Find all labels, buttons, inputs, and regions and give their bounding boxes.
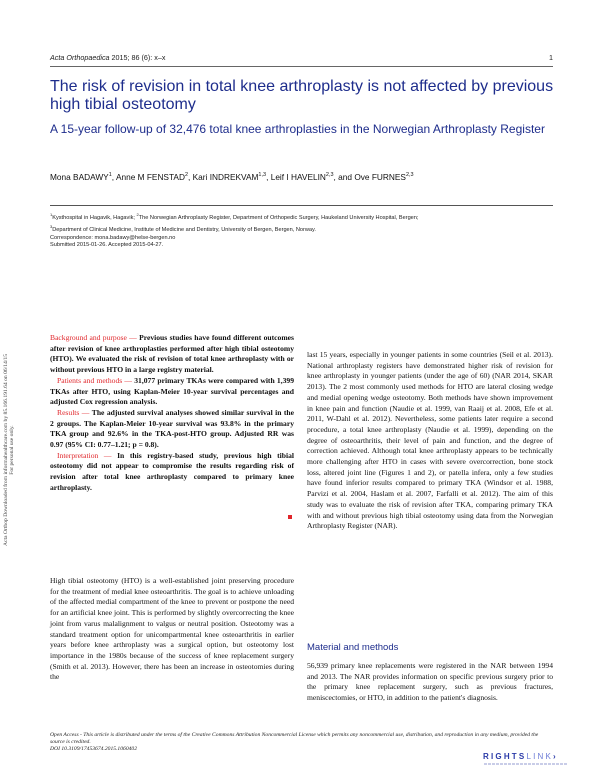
correspondence: Correspondence: mona.badawy@helse-bergen.no [50,234,176,241]
article-title: The risk of revision in total knee arthroplasty is not affected by previous high tibial osteotomy [50,78,554,113]
submission-dates: Submitted 2015-01-26. Accepted 2015-04-27. [50,242,164,249]
affiliation-2: The Norwegian Arthroplasty Register, Department of Orthopedic Surgery, Haukeland University Hospital, Bergen; [138,214,419,221]
page-number: 1 [549,53,553,62]
affiliation-3: Department of Clinical Medicine, Institute of Medicine and Dentistry, University of Bergen, Bergen, Norway. [52,226,316,233]
download-watermark [3,300,16,600]
article-subtitle: A 15-year follow-up of 32,476 total knee arthroplasties in the Norwegian Arthroplasty Register [50,122,545,136]
footer [50,732,550,754]
running-head [50,53,553,67]
abstract-label-background: Background and purpose — [50,333,140,342]
rightslink-arrow-icon: › [553,752,558,761]
author-name: Kari INDREKVAM [192,172,259,182]
abstract-label-interpretation: Interpretation — [57,450,118,460]
methods-paragraph: 56,939 primary knee replacements were registered in the NAR between 1994 and 2013. The NAR provides information on specific previous surgery prior to the primary knee replacement surgery, such as previous fractures, meniscectomies, or HTO, in addition to the patient's diagnosis. [307,661,553,703]
author-affiliation: 2 [184,172,189,179]
rightslink-logo[interactable] [483,752,558,761]
author-name: Ove FURNES [354,172,406,182]
author-affiliation: 2,3 [405,172,414,179]
abstract-methods: 31,077 primary TKAs were compared with 1,399 TKAs after HTO, using Kaplan-Meier 10-year survival percentages and adjusted Cox regression analysis. [50,375,294,407]
watermark-line-2: For personal use only. [9,425,16,475]
doi[interactable]: DOI 10.3109/17453674.2015.1060402 [50,746,138,753]
intro-paragraph: High tibial osteotomy (HTO) is a well-established joint preserving procedure for the treatment of medial knee osteoarthritis. The goal is to achieve unloading of the affected medial compartment of the knee to prevent or postpone the need for an artificial knee joint. This is performed by slightly overcorrecting the knee joint from varus malalignment to valgus or neutral position. Osteotomy was a standard treatment option for unicompartmental knee osteoarthritis in earlier years before knee arthroplasty was a surgical option, but osteotomy lost importance in the 1980s because of the success of knee replacement surgery (Smith et al. 2013). However, there has been an increase in osteotomies during the [50,576,294,682]
abstract-interpretation: In this registry-based study, previous high tibial osteotomy did not appear to compromise the results regarding risk of revision after total knee arthroplasty compared to primary knee arthroplasty. [50,450,294,492]
journal-name: Acta Orthopaedica [50,53,110,62]
abstract-results: The adjusted survival analyses showed similar survival in the 2 groups. The Kaplan-Meier 10-year survival was 93.8% in the primary TKA group and 92.6% in the TKA-post-HTO group. Adjusted RR was 0.97 (95% CI: 0.77–1.21; p = 0.8). [50,407,294,450]
abstract-background: Previous studies have found different outcomes after revision of knee arthroplasties performed after high tibial osteotomy (HTO). We evaluated the risk of revision of total knee arthroplasty with or without previous HTO in a large registry material. [50,333,294,375]
author-affiliation: 1 [108,172,112,179]
rightslink-tagline [484,763,568,765]
author-affiliation: 2,3 [325,172,334,179]
watermark-line-1: Acta Orthop Downloaded from informahealthcare.com by 85.166.191.64 on 06/14/15 [3,354,9,547]
abstract-label-methods: Patients and methods — [57,375,135,385]
citation: 2015; 86 (6): x–x [109,53,166,62]
author-name: Anne M FENSTAD [115,172,185,182]
right-column-text [307,350,553,532]
affiliations: $^1$Kysthospital in Hagavik, Hagavik; $^2$The Norwegian Arthroplasty Register, Department of Orthopedic Surgery, Haukeland University Hospital, Bergen; $^3$Department of Clinical Medicine, Institute of Medicine and Dentistry, University of Bergen, Bergen, Norway. Correspondence: mona.badawy@helse-bergen.no Submitted 2015-01-26. Accepted 2015-04-27. [50,205,553,250]
author-affiliation: 1,3 [258,172,267,179]
author-name: Mona BADAWY [50,172,109,182]
section-heading-methods: Material and methods [307,642,399,653]
methods-text [307,661,553,704]
end-of-abstract-square-icon [288,515,292,519]
author-list: Mona BADAWY$^1$, Anne M FENSTAD$^2$, Kari INDREKVAM$^{1,3}$, Leif I HAVELIN$^{2,3}$, and Ove FURNES$^{2,3}$ [50,172,414,182]
abstract [50,333,294,494]
intro-continued-paragraph: last 15 years, especially in younger patients in some countries (Seil et al. 2013). National arthroplasty registers have demonstrated higher risk of revision for knee arthroplasty in younger patients (under the age of 60) (NAR 2014, SKAR 2013). The 2 most commonly used methods for HTO are lateral closing wedge and medial opening wedge osteotomy. Both methods have shown improvement in knee pain and function (Naudie et al. 1999, van Raaij et al. 2008, Efe et al. 2011, W-Dahl et al. 2012). Nevertheless, some patients later require a second procedure, a total knee arthroplasty (Naudie et al. 1999), depending on the degree of osteoarthritis, their level of pain and function, and the degree of correction achieved. Although total knee arthroplasty appears to be technically more challenging after HTO in cases with severe overcorrection, bone stock loss, altered joint line (Figures 1 and 2), or patella infera, only a few studies have found inferior results compared to primary TKA (Windsor et al. 1988, Parvizi et al. 2004, Haslam et al. 2007, Farfalli et al. 2012). The aim of this study was to evaluate the risk of revision after TKA, comparing primary TKA with and without previous high tibial osteotomy using data from the Norwegian Arthroplasty Register (NAR). [307,350,553,531]
author-name: Leif I HAVELIN [270,172,326,182]
license-text: Open Access - This article is distributed under the terms of the Creative Commons Attribution Noncommercial License which permits any noncommercial use, distribution, and reproduction in any medium, provided the source is credited. [50,732,539,746]
affiliation-1: Kysthospital in Hagavik, Hagavik; [52,214,137,221]
rightslink-rights: RIGHTS [483,752,527,761]
rightslink-link: LINK [526,752,554,761]
introduction-text [50,576,294,683]
abstract-label-results: Results — [57,407,92,417]
